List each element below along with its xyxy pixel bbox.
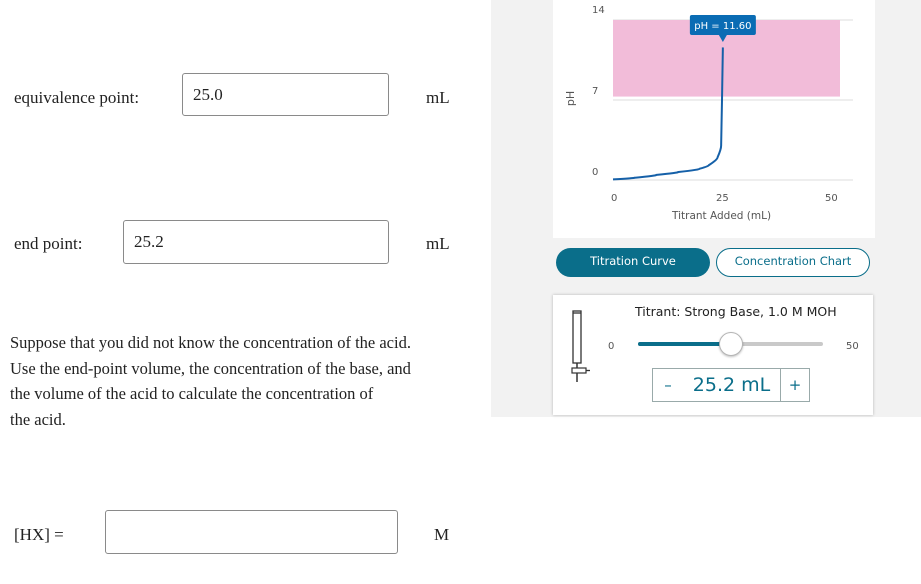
decrement-button[interactable]: –: [652, 368, 684, 402]
titrant-slider[interactable]: [638, 335, 823, 353]
y-axis-label: pH: [564, 90, 578, 107]
tab-concentration-chart[interactable]: Concentration Chart: [716, 248, 870, 277]
cropped-edge-text: [0, 15, 1, 165]
x-tick-label: 25: [716, 193, 729, 204]
question-line: the volume of the acid to calculate the concentration of: [10, 384, 374, 403]
titrant-value-text: 25.2 mL: [692, 374, 771, 396]
slider-min-label: 0: [608, 341, 615, 352]
question-text: [10, 330, 480, 432]
increment-button[interactable]: +: [780, 368, 810, 402]
titrant-value-display: [683, 368, 780, 402]
end-point-input[interactable]: 25.2: [123, 220, 389, 264]
end-point-label: end point:: [14, 234, 83, 253]
x-axis-label: Titrant Added (mL): [672, 210, 772, 222]
y-tick-label: 14: [592, 5, 605, 16]
hx-concentration-input[interactable]: [105, 510, 398, 554]
slider-fill: [638, 342, 731, 346]
question-line: the acid.: [10, 409, 66, 429]
slider-thumb[interactable]: [719, 332, 743, 356]
x-tick-label: 0: [611, 193, 618, 204]
hx-label: [HX] =: [14, 525, 64, 544]
burette-icon: [570, 310, 592, 385]
equivalence-unit: mL: [426, 88, 450, 107]
equivalence-point-input[interactable]: 25.0: [182, 73, 389, 116]
y-tick-label: 0: [592, 167, 599, 178]
question-line: Suppose that you did not know the concentration of the acid.: [10, 333, 411, 352]
end-point-unit: mL: [426, 234, 450, 253]
slider-max-label: 50: [846, 341, 859, 352]
question-line: Use the end-point volume, the concentration of the base, and: [10, 358, 411, 378]
ph-badge-text: pH = 11.60: [694, 21, 752, 32]
titrant-label: Titrant: Strong Base, 1.0 M MOH: [635, 304, 837, 319]
y-tick-label: 7: [592, 86, 599, 97]
hx-unit: M: [434, 525, 450, 544]
equivalence-point-label: equivalence point:: [14, 88, 140, 107]
x-tick-label: 50: [825, 193, 838, 204]
tab-titration-curve[interactable]: Titration Curve: [556, 248, 710, 277]
